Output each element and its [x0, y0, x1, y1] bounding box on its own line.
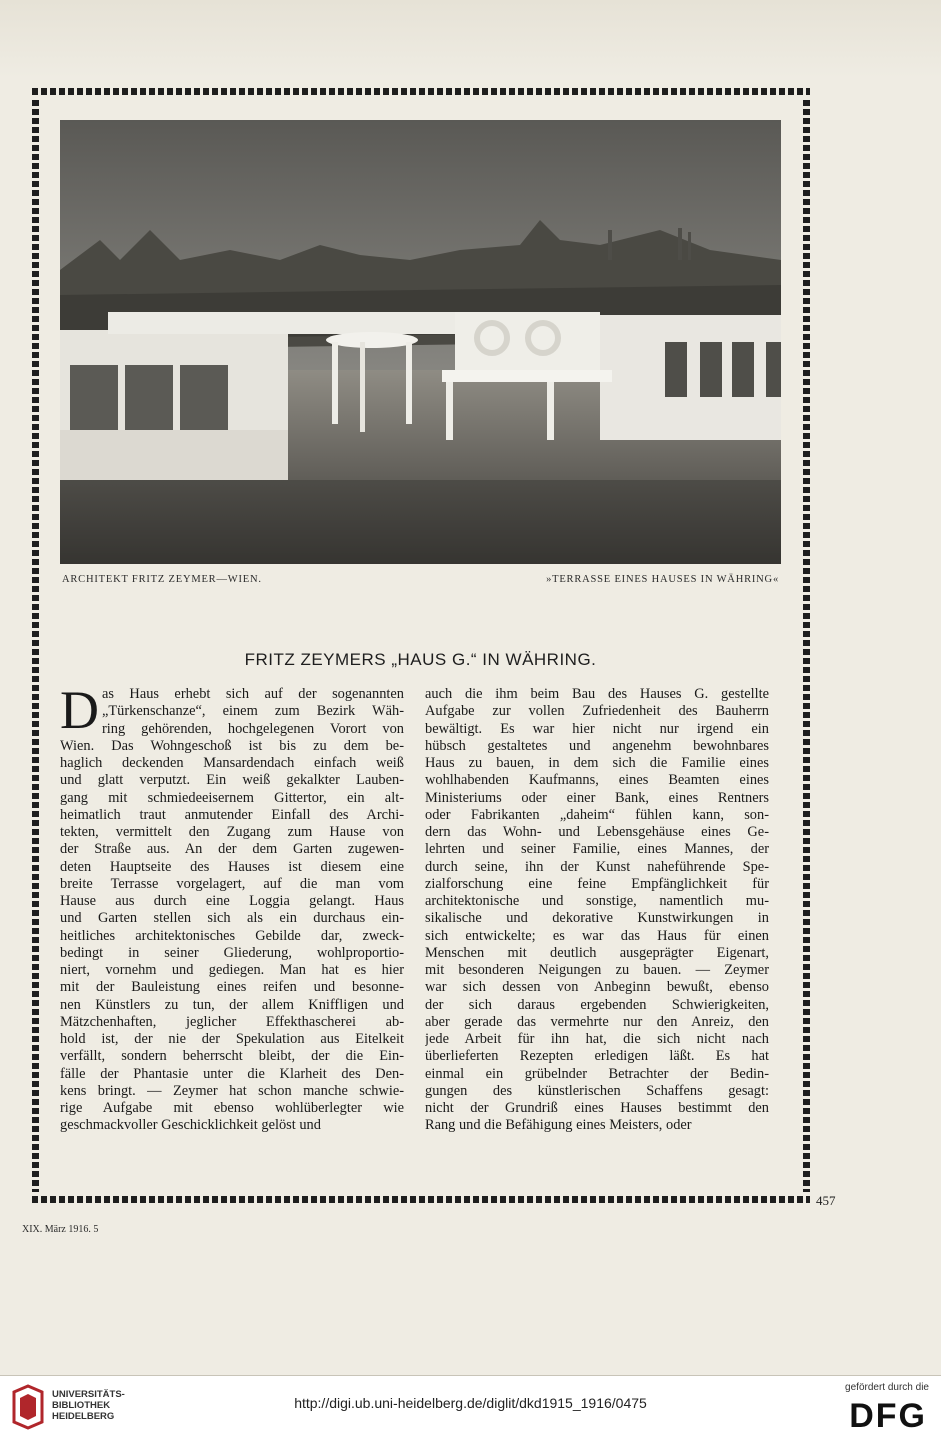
frame-top-border — [32, 88, 810, 95]
text-line: sich entwickelte; es war das Haus für einen — [425, 927, 769, 944]
library-line: UNIVERSITÄTS- — [52, 1389, 125, 1400]
text-line: war sich dessen von Anbeginn bewußt, ebenso — [425, 979, 769, 996]
text-line: hübsch gestaltetes und angenehm bewohnbares — [425, 737, 769, 754]
printer-signature: XIX. März 1916. 5 — [22, 1224, 99, 1235]
page-top-bleed — [0, 0, 941, 78]
terrace-photo-drawing — [60, 120, 781, 564]
page-number: 457 — [816, 1193, 836, 1208]
text-line: überlieferten Rezepten erledigen läßt. Es hat — [425, 1048, 769, 1065]
text-line: zialforschung eine feine Empfänglichkeit für — [425, 875, 769, 892]
text-line: aber gerade das vermehrte nur den Anreiz, den — [425, 1013, 769, 1030]
text-line: der Straße aus. An der dem Garten zugewen- — [60, 841, 404, 858]
text-line: Mätzchenhaften, jeglicher Effekthascherei ab- — [60, 1013, 404, 1030]
text-line: wohlhabenden Kaufmanns, eines Beamten eines — [425, 772, 769, 789]
document-url[interactable]: http://digi.ub.uni-heidelberg.de/diglit/dkd1915_1916/0475 — [294, 1395, 647, 1411]
text-line: auch die ihm beim Bau des Hauses G. gestellte — [425, 686, 769, 702]
text-line: hold ist, der nie der Spekulation aus Eitelkeit — [60, 1031, 404, 1047]
text-line: heitliches architektonisches Gebilde dar, zweck- — [60, 927, 404, 944]
text-line: oder Fabrikanten „daheim“ fühlen kann, son- — [425, 806, 769, 823]
text-line: „Türkenschanze“, einem zum Bezirk Wäh- — [102, 703, 404, 720]
frame-bottom-border — [32, 1196, 810, 1203]
text-line: bedingt in seiner Gliederung, wohlproportio- — [60, 944, 404, 961]
text-line: lehrten und seiner Familie, eines Mannes, der — [425, 841, 769, 858]
text-line: jede Arbeit für ihn hat, die sich nicht nach — [425, 1031, 769, 1047]
text-line: as Haus erhebt sich auf der sogenannten — [102, 686, 404, 702]
text-line: Rang und die Befähigung eines Meisters, oder — [425, 1117, 692, 1134]
text-line: Aufgabe zur vollen Zufriedenheit des Bauherrn — [425, 703, 769, 720]
text-line: gang mit schmiedeeisernem Gittertor, ein alt- — [60, 789, 404, 806]
text-line: mit der Bauleistung eines reifen und besonne- — [60, 979, 404, 996]
text-line: verfällt, sondern beherrscht bleibt, der die Ein- — [60, 1048, 404, 1065]
library-line: HEIDELBERG — [52, 1411, 115, 1422]
text-line: heimatlich traut anmutender Einfall des Archi- — [60, 806, 404, 823]
text-line: architektonische und sonstige, namentlich mu- — [425, 893, 769, 909]
text-line: niert, vornehm und gediegen. Man hat es hier — [60, 962, 404, 978]
text-line: Menschen mit deutlich ausgeprägter Eigenart, — [425, 944, 769, 961]
text-line: fälle der Phantasie unter die Klarheit des Den- — [60, 1065, 404, 1082]
drop-cap: D — [60, 680, 99, 740]
text-line: und Garten stellen sich als ein durchaus ein- — [60, 910, 404, 927]
library-line: BIBLIOTHEK — [52, 1400, 111, 1411]
photo-caption-title: »TERRASSE EINES HAUSES IN WÄHRING« — [546, 574, 779, 585]
funding-note: gefördert durch die — [845, 1382, 929, 1393]
text-line: haglich deckenden Mansardendach einfach weiß — [60, 755, 404, 771]
text-line: gungen des künstlerischen Schaffens gesagt: — [425, 1082, 769, 1099]
text-line: breite Terrasse vorgelagert, auf die man vom — [60, 875, 404, 892]
text-line: geschmackvoller Geschicklichkeit gelöst und — [60, 1117, 321, 1134]
text-line: rige Aufgabe mit ebenso wohlüberlegter wie — [60, 1100, 404, 1116]
frame-left-border — [32, 100, 39, 1192]
text-line: nen Künstlers zu tun, der allem Kniffligen und — [60, 996, 404, 1013]
text-line: dern das Wohn- und Lebensgehäuse eines Ge- — [425, 824, 769, 840]
text-line: mit besonderen Neigungen zu bauen. — Zeymer — [425, 962, 769, 978]
article-column-right — [425, 686, 769, 1135]
terrace-photograph — [60, 120, 781, 564]
frame-right-border — [803, 100, 810, 1192]
text-line: Hause aus durch eine Loggia gelangt. Haus — [60, 893, 404, 909]
text-line: der sich daraus ergebenden Schwierigkeiten, — [425, 996, 769, 1013]
text-line: einmal ein grübelnder Betrachter der Bedin- — [425, 1065, 769, 1082]
text-line: Haus zu bauen, in dem sich die Familie eines — [425, 755, 769, 771]
text-line: Ministeriums oder einer Bank, eines Rentners — [425, 789, 769, 806]
article-title: FRITZ ZEYMERS „HAUS G.“ IN WÄHRING. — [244, 650, 597, 669]
text-line: nicht der Grundriß eines Hauses bestimmt den — [425, 1100, 769, 1116]
text-line: kens bringt. — Zeymer hat schon manche schwie- — [60, 1082, 404, 1099]
text-line: bewältigt. Es war hier nicht nur irgend ein — [425, 720, 769, 737]
viewer-footer — [0, 1375, 941, 1440]
text-line: deten Hauptseite des Hauses ist diesem eine — [60, 858, 404, 875]
text-line: tekten, vermittelt den Zugang zum Hause von — [60, 824, 404, 840]
text-line: sikalische und dekorative Kunstwirkungen in — [425, 910, 769, 927]
text-line: ring gehörenden, hochgelegenen Vorort von — [102, 720, 404, 737]
photo-caption-architect: ARCHITEKT FRITZ ZEYMER—WIEN. — [62, 574, 262, 585]
article-column-left — [60, 680, 404, 1135]
text-line: Wien. Das Wohngeschoß ist bis zu dem be- — [60, 737, 404, 754]
dfg-logo: DFG — [849, 1397, 927, 1435]
text-line: und glatt verputzt. Ein weiß gekalkter Lauben- — [60, 772, 404, 789]
text-line: durch seine, ihn der Kunst naheführende Spe- — [425, 858, 769, 875]
